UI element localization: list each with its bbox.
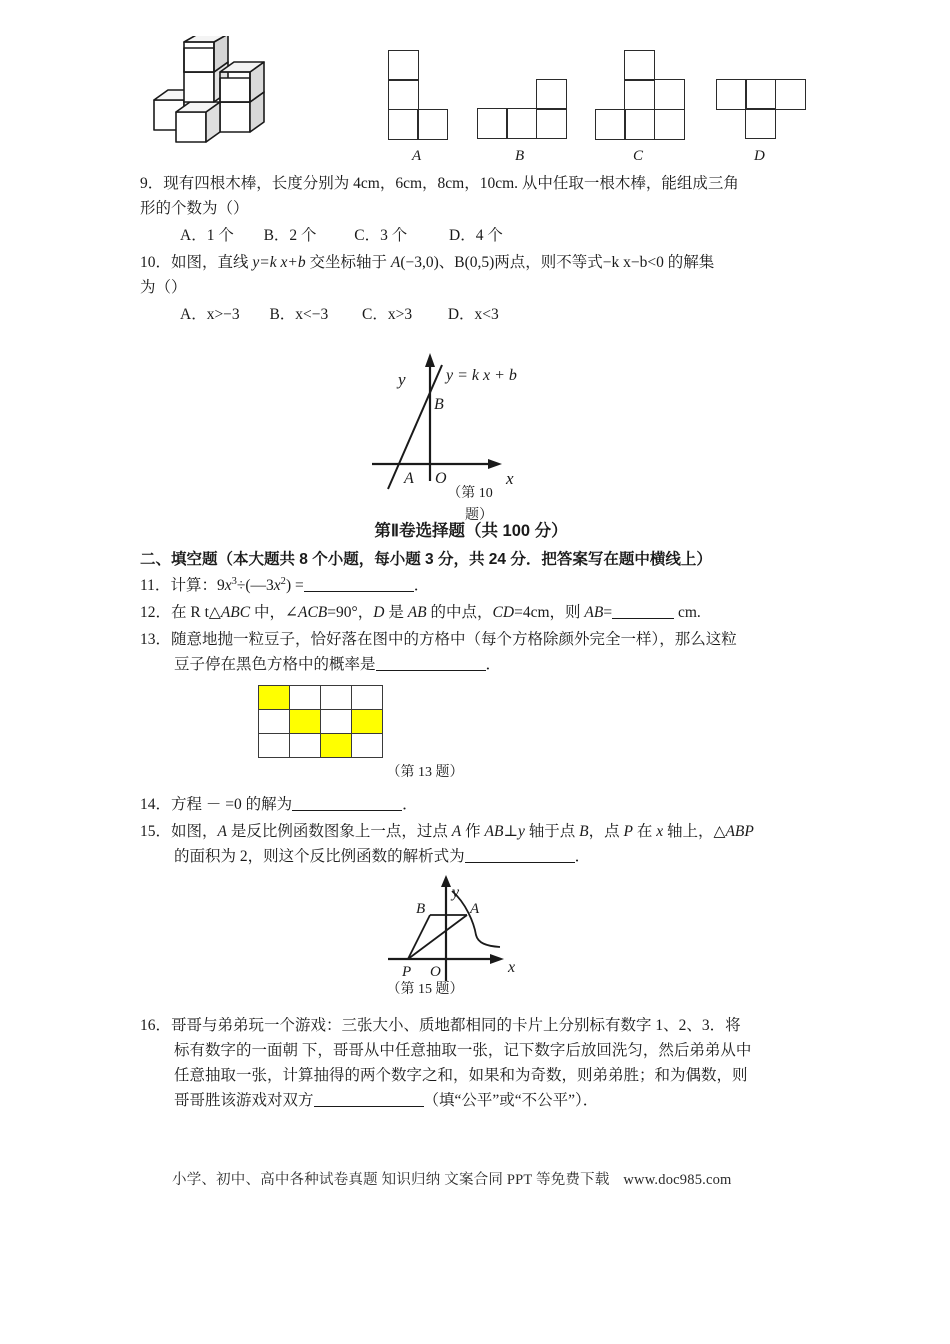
paper-section-title: 第Ⅱ卷选择题（共 100 分） (374, 522, 568, 540)
question-15-line2-pre: 的面积为 2，则这个反比例函数的解析式为 (174, 848, 465, 865)
question-12-seg5: 的中点， (426, 604, 493, 621)
question-16-answer-blank[interactable] (314, 1106, 424, 1107)
question-15-line2-post: ． (574, 848, 591, 865)
question-11-var1: x (224, 577, 232, 594)
probability-grid-cell-empty (321, 710, 352, 734)
question-11-number: 11． (140, 577, 171, 594)
question-14-answer-blank[interactable] (292, 810, 402, 811)
point-b-label: B (434, 396, 444, 413)
origin-label: O (430, 964, 441, 980)
probability-grid (258, 685, 383, 758)
probability-grid-cell-empty (259, 734, 290, 758)
net-option-d (716, 79, 812, 145)
footer-url[interactable]: www.doc985.com (623, 1172, 732, 1188)
question-11 (140, 573, 830, 598)
question-10-number: 10． (140, 254, 172, 271)
question-9-number: 9． (140, 175, 164, 192)
question-11-suffix: ) = (285, 577, 304, 594)
question-15-x-axis: x (656, 823, 664, 840)
question-12-seg6: =4cm，则 (514, 604, 585, 621)
net-cell (745, 79, 776, 110)
x-axis-label: x (506, 469, 514, 488)
net-cell (536, 108, 567, 139)
net-cell (388, 109, 419, 140)
probability-grid-cell-empty (352, 686, 383, 710)
question-12 (140, 600, 830, 625)
question-9-choice-c[interactable]: C．3 个 (354, 227, 408, 244)
figure-question-15 (140, 873, 830, 991)
question-15-answer-blank[interactable] (465, 862, 575, 863)
question-12-seg2: 中，∠ (250, 604, 298, 621)
question-16-line4-post: （填“公平”或“不公平”）． (423, 1092, 599, 1109)
question-13-answer-blank[interactable] (376, 670, 486, 671)
question-15-point-p: P (623, 823, 633, 840)
question-12-seg-ab: AB (407, 604, 427, 621)
question-15-triangle-abp: ABP (725, 823, 754, 840)
question-10-line1-e: (−3,0)、B(0,5)两点，则不等式−k x−b<0 的解集 (400, 254, 715, 271)
question-16-line2: 标有数字的一面朝 下，哥哥从中任意抽取一张，记下数字后放回洗匀，然后弟弟从中 (174, 1042, 752, 1059)
point-a-label: A (470, 901, 480, 917)
question-15-line1-g: 在 (633, 823, 657, 840)
question-15-line1-d: ⊥ (503, 823, 519, 840)
part-two-heading: 二、填空题（本大题共 8 个小题，每小题 3 分，共 24 分．把答案写在题中横线上） (140, 551, 712, 568)
question-14-post: ． (402, 796, 418, 813)
question-12-angle-acb: ACB (298, 604, 328, 621)
question-16-line4-pre: 哥哥胜该游戏对双方 (174, 1092, 314, 1109)
question-10-choices (140, 302, 830, 327)
question-15-point-a: A (217, 823, 227, 840)
net-cell (654, 79, 685, 110)
probability-grid-cell-filled (290, 710, 321, 734)
question-15-line1-e: 轴于点 (524, 823, 580, 840)
hyperbola-graph-svg (140, 873, 830, 991)
question-12-seg-ab2: AB (584, 604, 604, 621)
figure-13-caption: （第 13 题） (386, 765, 464, 780)
question-10-choice-d[interactable]: D．x<3 (447, 306, 499, 323)
footer (172, 1168, 732, 1189)
probability-grid-cell-empty (321, 686, 352, 710)
y-axis-label: y (452, 884, 460, 901)
question-12-seg3: =90°， (327, 604, 374, 621)
question-9-choice-a[interactable]: A．1 个 (180, 227, 234, 244)
question-15-line2 (140, 844, 830, 869)
question-11-answer-blank[interactable] (304, 591, 414, 592)
question-12-seg1: 在 R t△ (171, 604, 221, 621)
question-14-number: 14． (140, 796, 172, 813)
question-10-line2: 为（） (140, 279, 187, 296)
question-12-number: 12． (140, 604, 172, 621)
question-13-line2-post: ． (485, 656, 502, 673)
probability-grid-row (259, 686, 383, 710)
question-11-var2: x (273, 577, 281, 594)
question-15-point-a2: A (451, 823, 462, 840)
question-13-line2-pre: 豆子停在黑色方格中的概率是 (174, 656, 376, 673)
probability-grid-body (259, 686, 383, 758)
question-15-line1-f: ，点 (588, 823, 624, 840)
question-11-exp2: 2 (280, 575, 286, 587)
net-option-a (388, 50, 452, 146)
question-9 (140, 171, 830, 221)
net-option-a-label: A (412, 148, 422, 164)
net-option-d-label: D (754, 148, 765, 164)
question-16-line1: 哥哥与弟弟玩一个游戏：三张大小、质地都相同的卡片上分别标有数字 1、2、3．将 (171, 1017, 741, 1034)
figure-10-caption-line2: 题） (465, 508, 493, 523)
question-16 (140, 1013, 830, 1113)
probability-grid-cell-empty (290, 686, 321, 710)
question-15-y-axis: y (518, 823, 525, 840)
net-option-c (595, 50, 691, 146)
question-12-seg7: = (603, 604, 613, 621)
figure-15-caption: （第 15 题） (386, 982, 464, 997)
point-p-label: P (402, 964, 412, 980)
question-12-seg-cd: CD (492, 604, 515, 621)
question-9-choices (140, 223, 830, 248)
net-cell (745, 108, 776, 139)
question-14-pre: 方程 － =0 的解为 (171, 796, 293, 813)
point-a-label: A (404, 470, 414, 487)
net-cell (388, 79, 419, 110)
net-cell (716, 79, 747, 110)
question-10-line1-a: 如图，直线 (171, 254, 253, 271)
question-10 (140, 250, 830, 300)
question-15-point-b: B (579, 823, 589, 840)
question-15 (140, 819, 830, 869)
question-12-answer-blank[interactable] (612, 618, 674, 619)
question-12-triangle-abc: ABC (220, 604, 251, 621)
question-9-choice-d[interactable]: D．4 个 (449, 227, 503, 244)
cube-stack-icon (140, 36, 290, 154)
question-11-exp1: 3 (231, 575, 237, 587)
net-cell (506, 108, 537, 139)
net-cell (624, 109, 655, 140)
question-11-prefix: 计算：9 (170, 577, 225, 594)
probability-grid-cell-filled (259, 686, 290, 710)
question-16-number: 16． (140, 1017, 172, 1034)
net-option-c-label: C (633, 148, 644, 164)
net-cell (536, 79, 567, 110)
net-cell (624, 79, 655, 110)
line-equation-label: y = k x + b (446, 367, 517, 384)
probability-grid-cell-empty (352, 734, 383, 758)
question-12-point-d: D (373, 604, 385, 621)
net-cell (388, 50, 419, 81)
probability-grid-cell-filled (321, 734, 352, 758)
question-11-mid: ÷(—3 (236, 577, 274, 594)
question-15-line1-c: 作 (461, 823, 485, 840)
figure-question-8 (140, 36, 830, 164)
net-cell (417, 109, 448, 140)
question-12-tail: cm. (677, 604, 701, 621)
figure-10-caption-line1: （第 10 (447, 486, 493, 501)
page-content (140, 36, 830, 1115)
net-cell (595, 109, 626, 140)
question-15-seg-ab: AB (484, 823, 504, 840)
question-10-line1-c: 交坐标轴于 (305, 254, 391, 271)
net-option-b-label: B (515, 148, 525, 164)
question-14 (140, 792, 830, 817)
question-11-tail: ． (413, 577, 430, 594)
question-10-choice-b[interactable]: B．x<−3 (269, 306, 329, 323)
question-9-line2: 形的个数为（） (140, 200, 249, 217)
question-16-line3: 任意抽取一张，计算抽得的两个数字之和，如果和为奇数，则弟弟胜；和为偶数，则 (174, 1067, 748, 1084)
question-13-number: 13． (140, 631, 172, 648)
net-cell (477, 108, 508, 139)
question-15-line1-a: 如图， (171, 823, 218, 840)
probability-grid-row (259, 710, 383, 734)
x-axis-label: x (508, 959, 516, 976)
point-b-label: B (416, 901, 426, 917)
net-cell (624, 50, 655, 81)
figure-question-10 (140, 349, 830, 501)
question-10-choice-a[interactable]: A．x>−3 (180, 306, 240, 323)
question-16-line4 (140, 1088, 830, 1113)
footer-text: 小学、初中、高中各种试卷真题 知识归纳 文案合同 PPT 等免费下载 (172, 1172, 610, 1188)
linear-graph-svg (140, 349, 830, 501)
question-10-equation-inline: y=k x+b (252, 254, 306, 271)
question-9-line1: 现有四根木棒，长度分别为 4cm，6cm，8cm，10cm. 从中任取一根木棒，能组成三角 (163, 175, 739, 192)
question-10-point-a-inline: A (390, 254, 401, 271)
question-9-choice-b[interactable]: B．2 个 (263, 227, 317, 244)
question-13-line1: 随意地抛一粒豆子，恰好落在图中的方格中（每个方格除颜外完全一样），那么这粒 (171, 631, 737, 648)
question-13 (140, 627, 830, 677)
probability-grid-row (259, 734, 383, 758)
question-15-number: 15． (140, 823, 172, 840)
probability-grid-cell-empty (259, 710, 290, 734)
y-axis-label: y (398, 370, 406, 389)
net-cell (654, 109, 685, 140)
question-12-seg4: 是 (384, 604, 408, 621)
origin-label: O (435, 470, 447, 487)
question-10-choice-c[interactable]: C．x>3 (362, 306, 413, 323)
net-option-b (477, 79, 573, 145)
probability-grid-cell-filled (352, 710, 383, 734)
question-13-line2 (140, 652, 830, 677)
net-cell (775, 79, 806, 110)
probability-grid-cell-empty (290, 734, 321, 758)
question-15-line1-h: 轴上，△ (663, 823, 726, 840)
question-15-line1-b: 是反比例函数图象上一点，过点 (227, 823, 452, 840)
